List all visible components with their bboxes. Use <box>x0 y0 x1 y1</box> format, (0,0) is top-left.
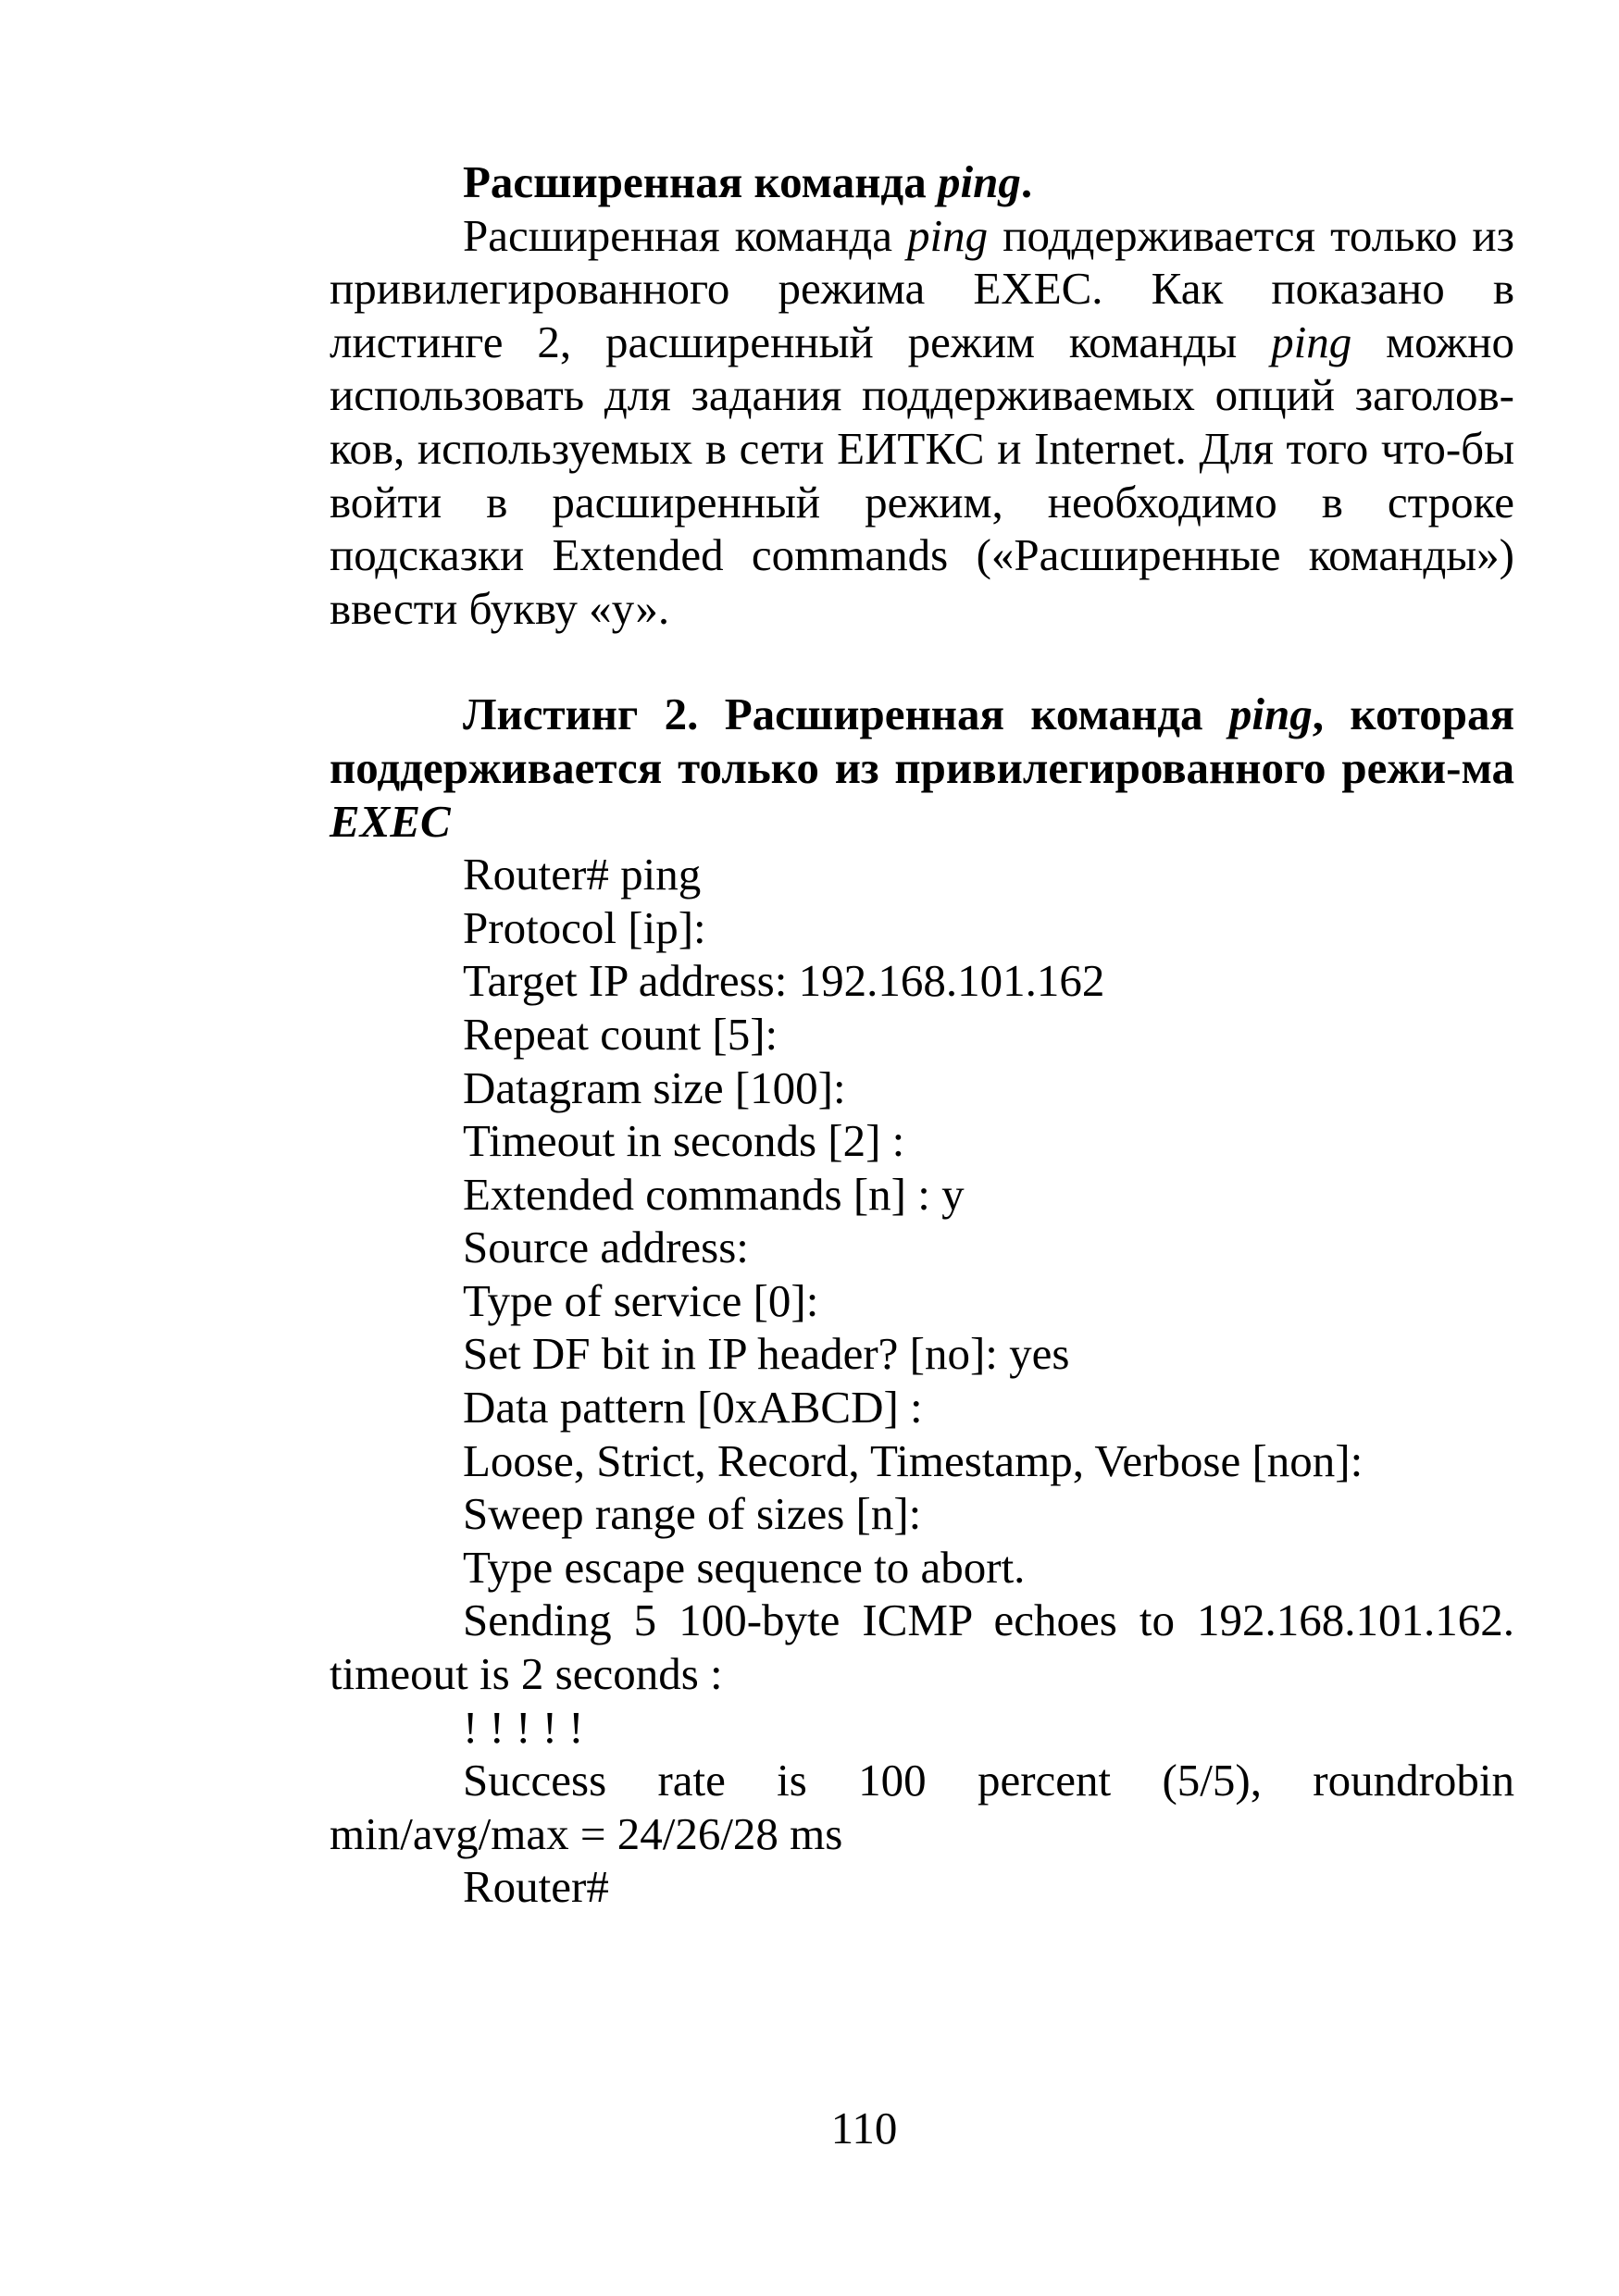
code-line: Type of service [0]: <box>463 1274 819 1326</box>
code-line: Loose, Strict, Record, Timestamp, Verbose [non]: <box>463 1434 1364 1486</box>
bangs-line: ! ! ! ! ! <box>463 1701 584 1753</box>
prompt-line: Router# <box>463 1861 609 1913</box>
code-line: Extended commands [n] : y <box>463 1168 965 1220</box>
sending-line: Sending 5 100-byte ICMP echoes to 192.168.101.162. <box>463 1595 1514 1646</box>
code-line: Datagram size [100]: <box>463 1061 846 1113</box>
code-line: Repeat count [5]: <box>463 1008 778 1060</box>
section-title: Расширенная команда ping. <box>463 156 1033 207</box>
code-line: Router# ping <box>463 849 702 900</box>
listing-code <box>330 848 1514 1914</box>
code-line: Type escape sequence to abort. <box>463 1541 1026 1593</box>
code-line: Source address: <box>463 1222 749 1273</box>
page-body <box>330 155 1514 1914</box>
code-line: Sweep range of sizes [n]: <box>463 1488 922 1540</box>
timeout-line: timeout is 2 seconds : <box>330 1648 723 1700</box>
listing-caption: Листинг 2. Расширенная команда ping, которая поддерживается только из привилегированного режи-ма EXEC <box>330 689 1515 847</box>
success-line: Success rate is 100 percent (5/5), roundrobin <box>463 1755 1514 1806</box>
section-title-italic: ping <box>937 156 1021 207</box>
code-line: Timeout in seconds [2] : <box>463 1115 905 1167</box>
code-line: Set DF bit in IP header? [no]: yes <box>463 1328 1070 1380</box>
page-number: 110 <box>830 2103 898 2153</box>
code-line: Protocol [ip]: <box>463 901 706 953</box>
minavgmax-line: min/avg/max = 24/26/28 ms <box>330 1807 843 1859</box>
code-line: Data pattern [0xABCD] : <box>463 1382 923 1433</box>
body-paragraph: Расширенная команда ping поддерживается только из привилегированного режима EXEC. Как показано в листинге 2, расширенный режим команды ping можно использовать для задания поддерживаемых опций заголов-ков, используемых в сети ЕИТКС и Internet. Для того что-бы войти в расширенный режим, необходимо в строке подсказки Extended commands («Расширенные команды») ввести букву «у». <box>330 209 1514 634</box>
code-line: Target IP address: 192.168.101.162 <box>463 955 1105 1007</box>
